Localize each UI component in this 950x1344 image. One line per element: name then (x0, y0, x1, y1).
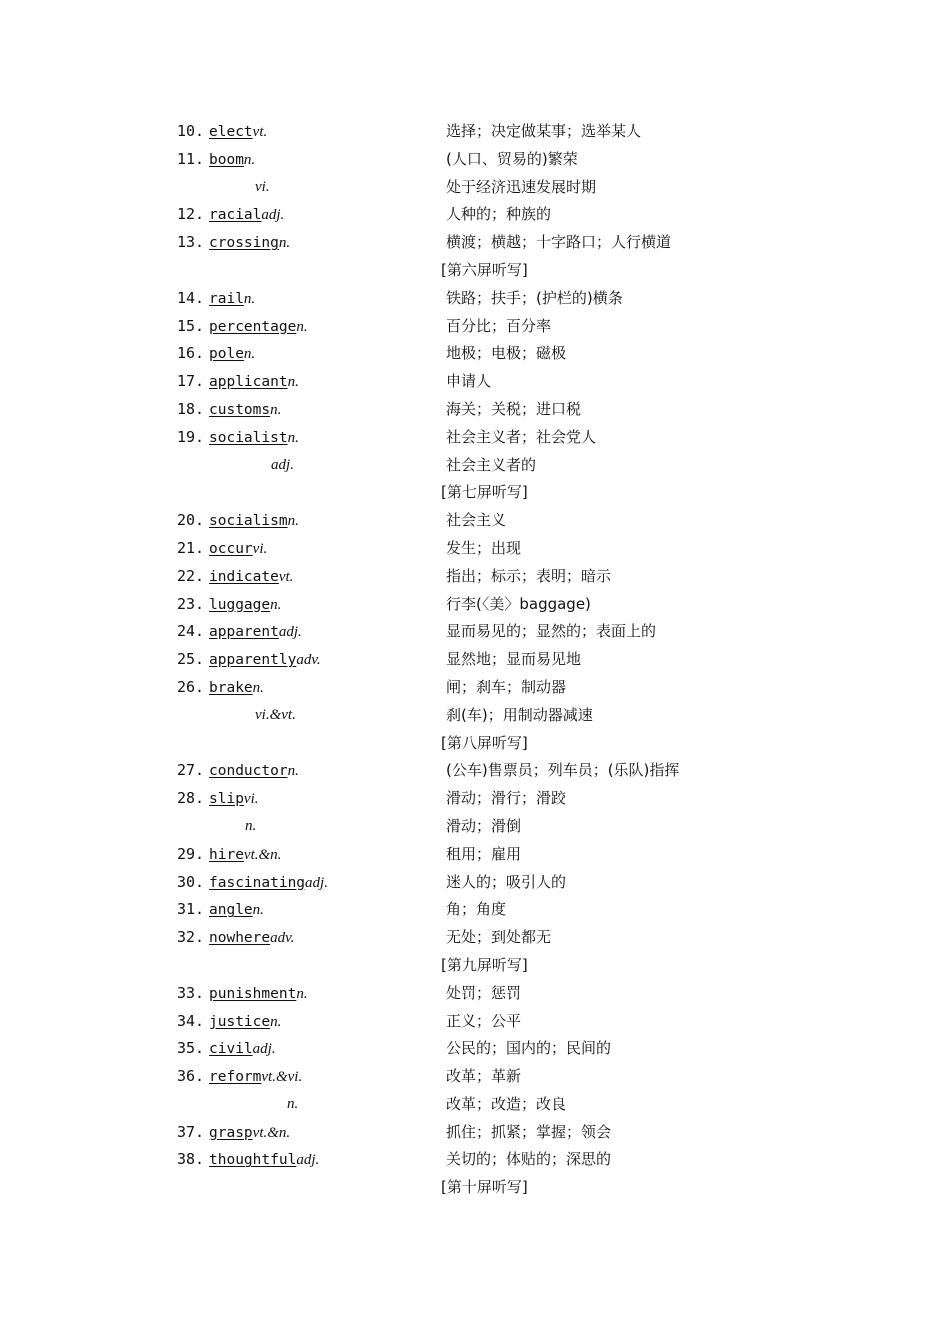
entry-word: pole (209, 346, 244, 363)
entry-meaning: 闸；刹车；制动器 (446, 677, 567, 696)
part-of-speech: vi. (255, 178, 270, 195)
entry-number: 17. (177, 372, 205, 391)
entry-term (177, 1146, 319, 1175)
entry-word: customs (209, 401, 271, 418)
section-heading (0, 730, 950, 758)
entry-meaning: 社会主义者的 (446, 455, 537, 474)
entry-number: 32. (177, 928, 205, 947)
entry-word: occur (209, 540, 253, 557)
vocab-sub-entry (0, 1091, 950, 1119)
part-of-speech: n. (243, 151, 256, 168)
entry-number: 33. (177, 983, 205, 1002)
part-of-speech: n. (287, 1095, 299, 1112)
part-of-speech: n. (296, 985, 308, 1002)
entry-term (177, 674, 264, 703)
entry-term (177, 785, 259, 814)
entry-number: 15. (177, 316, 205, 335)
vocab-entry (0, 535, 950, 563)
entry-term (177, 229, 290, 258)
entry-meaning: 申请人 (446, 372, 492, 391)
entry-word: rail (209, 290, 244, 307)
entry-term (177, 563, 293, 592)
part-of-speech: vt.&n. (243, 846, 282, 863)
part-of-speech: n. (243, 346, 256, 363)
entry-term (177, 591, 281, 620)
vocab-sub-entry (0, 452, 950, 480)
entry-term (177, 1008, 281, 1037)
entry-term (177, 618, 302, 647)
part-of-speech: n. (287, 429, 299, 446)
part-of-speech: adj. (261, 207, 285, 224)
section-heading (0, 952, 950, 980)
entry-number: 35. (177, 1039, 205, 1058)
entry-term (177, 201, 284, 230)
vocab-entry (0, 313, 950, 341)
part-of-speech: vt.&vi. (261, 1069, 303, 1086)
entry-meaning: 横渡；横越；十字路口；人行横道 (446, 233, 672, 252)
entry-word: percentage (209, 318, 297, 335)
entry-number: 13. (177, 233, 205, 252)
entry-term (177, 313, 308, 342)
vocab-entry (0, 285, 950, 313)
entry-meaning: 百分比；百分率 (446, 316, 552, 335)
part-of-speech: vt. (278, 568, 294, 585)
part-of-speech: n. (270, 1013, 282, 1030)
entry-word: elect (209, 124, 253, 140)
part-of-speech: n. (287, 374, 299, 391)
part-of-speech: vi. (243, 791, 259, 808)
entry-word: punishment (209, 985, 297, 1002)
entry-number: 20. (177, 511, 205, 530)
entry-number: 24. (177, 622, 205, 641)
part-of-speech: adj. (252, 1041, 276, 1058)
part-of-speech: n. (245, 817, 257, 834)
part-of-speech: vt.&n. (252, 1124, 291, 1141)
vocab-entry (0, 841, 950, 869)
entry-number: 10. (177, 122, 205, 140)
entry-word: apparently (209, 652, 297, 669)
entry-term (177, 896, 264, 925)
vocab-entry (0, 368, 950, 396)
entry-number: 28. (177, 789, 205, 808)
part-of-speech: vi.&vt. (255, 706, 296, 723)
entry-term (177, 1035, 276, 1064)
entry-meaning: 海关；关税；进口税 (446, 399, 582, 418)
vocab-entry (0, 396, 950, 424)
entry-meaning: 显然地；显而易见地 (446, 650, 582, 669)
vocab-entry (0, 146, 950, 174)
vocab-entry (0, 201, 950, 229)
part-of-speech: n. (296, 318, 308, 335)
entry-meaning: 改革；改造；改良 (446, 1094, 567, 1113)
vocab-sub-entry (0, 174, 950, 202)
vocab-entry (0, 1063, 950, 1091)
entry-number: 14. (177, 288, 205, 307)
entry-word: boom (209, 151, 244, 168)
entry-word: thoughtful (209, 1152, 297, 1169)
entry-meaning: 地极；电极；磁极 (446, 344, 567, 363)
entry-term (177, 118, 267, 147)
entry-word: nowhere (209, 930, 271, 947)
entry-term (177, 757, 299, 786)
section-heading (0, 1174, 950, 1202)
part-of-speech: adj. (278, 624, 302, 641)
entry-term (177, 1119, 290, 1148)
entry-meaning: 滑动；滑倒 (446, 816, 522, 835)
entry-word: fascinating (209, 874, 306, 891)
vocab-entry (0, 980, 950, 1008)
entry-word: crossing (209, 235, 279, 252)
entry-word: applicant (209, 374, 288, 391)
entry-number: 26. (177, 677, 205, 696)
entry-word: indicate (209, 568, 279, 585)
vocab-entry (0, 1146, 950, 1174)
entry-term (177, 368, 299, 397)
entry-meaning: 社会主义者；社会党人 (446, 427, 597, 446)
entry-term (177, 146, 255, 175)
entry-meaning: 迷人的；吸引人的 (446, 872, 567, 891)
vocab-entry (0, 924, 950, 952)
vocab-sub-entry (0, 813, 950, 841)
entry-term (177, 424, 299, 453)
entry-term (177, 924, 294, 953)
entry-term (177, 980, 308, 1009)
section-heading (0, 479, 950, 507)
entry-meaning: 铁路；扶手；(护栏的)横条 (446, 288, 623, 307)
entry-meaning: 公民的；国内的；民间的 (446, 1039, 612, 1058)
entry-word: conductor (209, 763, 288, 780)
entry-meaning: (公车)售票员；列车员；(乐队)指挥 (446, 761, 680, 780)
entry-word: socialist (209, 429, 288, 446)
entry-number: 31. (177, 900, 205, 919)
vocab-entry (0, 1008, 950, 1036)
part-of-speech: n. (278, 235, 291, 252)
entry-meaning: 显而易见的；显然的；表面上的 (446, 622, 657, 641)
entry-number: 18. (177, 399, 205, 418)
entry-meaning: 抓住；抓紧；掌握；领会 (446, 1122, 612, 1141)
vocab-entry (0, 118, 950, 146)
vocab-entry (0, 896, 950, 924)
vocab-entry (0, 1035, 950, 1063)
entry-word: luggage (209, 596, 271, 613)
entry-term (177, 841, 281, 870)
entry-word: brake (209, 679, 253, 696)
entry-word: justice (209, 1013, 271, 1030)
part-of-speech: adv. (296, 652, 321, 669)
entry-term (177, 396, 281, 425)
part-of-speech: n. (243, 290, 256, 307)
dictation-section-label: [第六屏听写] (441, 260, 528, 279)
vocabulary-list (0, 118, 950, 1202)
part-of-speech: vi. (252, 540, 268, 557)
vocab-entry (0, 507, 950, 535)
entry-number: 16. (177, 344, 205, 363)
entry-meaning: 正义；公平 (446, 1011, 522, 1030)
entry-meaning: 处于经济迅速发展时期 (446, 177, 597, 196)
entry-word: reform (209, 1069, 262, 1086)
entry-number: 19. (177, 427, 205, 446)
entry-number: 30. (177, 872, 205, 891)
part-of-speech: adj. (305, 874, 328, 891)
vocab-entry (0, 646, 950, 674)
part-of-speech: n. (287, 763, 299, 780)
entry-term (177, 507, 299, 536)
entry-term (177, 869, 328, 898)
entry-word: racial (209, 207, 262, 224)
entry-word: civil (209, 1041, 253, 1058)
entry-meaning: 处罚；惩罚 (446, 983, 522, 1002)
entry-number: 36. (177, 1067, 205, 1086)
vocab-entry (0, 785, 950, 813)
entry-meaning: 人种的；种族的 (446, 205, 552, 224)
dictation-section-label: [第七屏听写] (441, 483, 528, 502)
entry-term (177, 340, 255, 369)
entry-word: slip (209, 791, 244, 808)
dictation-section-label: [第八屏听写] (441, 733, 528, 752)
vocab-entry (0, 869, 950, 897)
part-of-speech: vt. (252, 124, 268, 140)
entry-number: 25. (177, 650, 205, 669)
entry-meaning: 刹(车)；用制动器减速 (446, 705, 593, 724)
part-of-speech: adj. (296, 1152, 320, 1169)
entry-meaning: (人口、贸易的)繁荣 (446, 149, 578, 168)
entry-meaning: 行李(〈美〉baggage) (446, 594, 591, 613)
vocab-sub-entry (0, 702, 950, 730)
entry-meaning: 改革；革新 (446, 1067, 522, 1086)
entry-word: angle (209, 902, 253, 919)
entry-number: 27. (177, 761, 205, 780)
dictation-section-label: [第九屏听写] (441, 955, 528, 974)
entry-meaning: 发生；出现 (446, 538, 522, 557)
entry-number: 12. (177, 205, 205, 224)
part-of-speech: n. (270, 401, 282, 418)
entry-number: 37. (177, 1122, 205, 1141)
entry-term (177, 285, 255, 314)
entry-number: 38. (177, 1150, 205, 1169)
entry-term (177, 646, 321, 675)
vocab-entry (0, 674, 950, 702)
dictation-section-label: [第十屏听写] (441, 1178, 528, 1197)
entry-number: 21. (177, 538, 205, 557)
entry-meaning: 关切的；体贴的；深思的 (446, 1150, 612, 1169)
entry-word: hire (209, 846, 244, 863)
entry-number: 22. (177, 566, 205, 585)
section-heading (0, 257, 950, 285)
entry-meaning: 无处；到处都无 (446, 928, 552, 947)
entry-meaning: 租用；雇用 (446, 844, 522, 863)
entry-number: 23. (177, 594, 205, 613)
part-of-speech: adv. (270, 930, 295, 947)
part-of-speech: n. (252, 679, 264, 696)
vocab-entry (0, 591, 950, 619)
vocab-entry (0, 757, 950, 785)
entry-word: grasp (209, 1124, 253, 1141)
vocab-entry (0, 563, 950, 591)
entry-meaning: 角；角度 (446, 900, 507, 919)
part-of-speech: n. (270, 596, 282, 613)
entry-word: apparent (209, 624, 279, 641)
vocab-entry (0, 1119, 950, 1147)
entry-term (177, 1063, 302, 1092)
part-of-speech: adj. (271, 456, 294, 473)
entry-meaning: 选择；决定做某事；选举某人 (446, 122, 642, 140)
entry-meaning: 社会主义 (446, 511, 507, 530)
vocab-entry (0, 618, 950, 646)
entry-number: 29. (177, 844, 205, 863)
vocab-entry (0, 229, 950, 257)
part-of-speech: n. (287, 513, 299, 530)
entry-meaning: 指出；标示；表明；暗示 (446, 566, 612, 585)
entry-word: socialism (209, 513, 288, 530)
entry-number: 34. (177, 1011, 205, 1030)
part-of-speech: n. (252, 902, 264, 919)
vocab-entry (0, 340, 950, 368)
vocab-entry (0, 424, 950, 452)
entry-number: 11. (177, 149, 205, 168)
entry-meaning: 滑动；滑行；滑跤 (446, 789, 567, 808)
entry-term (177, 535, 267, 564)
